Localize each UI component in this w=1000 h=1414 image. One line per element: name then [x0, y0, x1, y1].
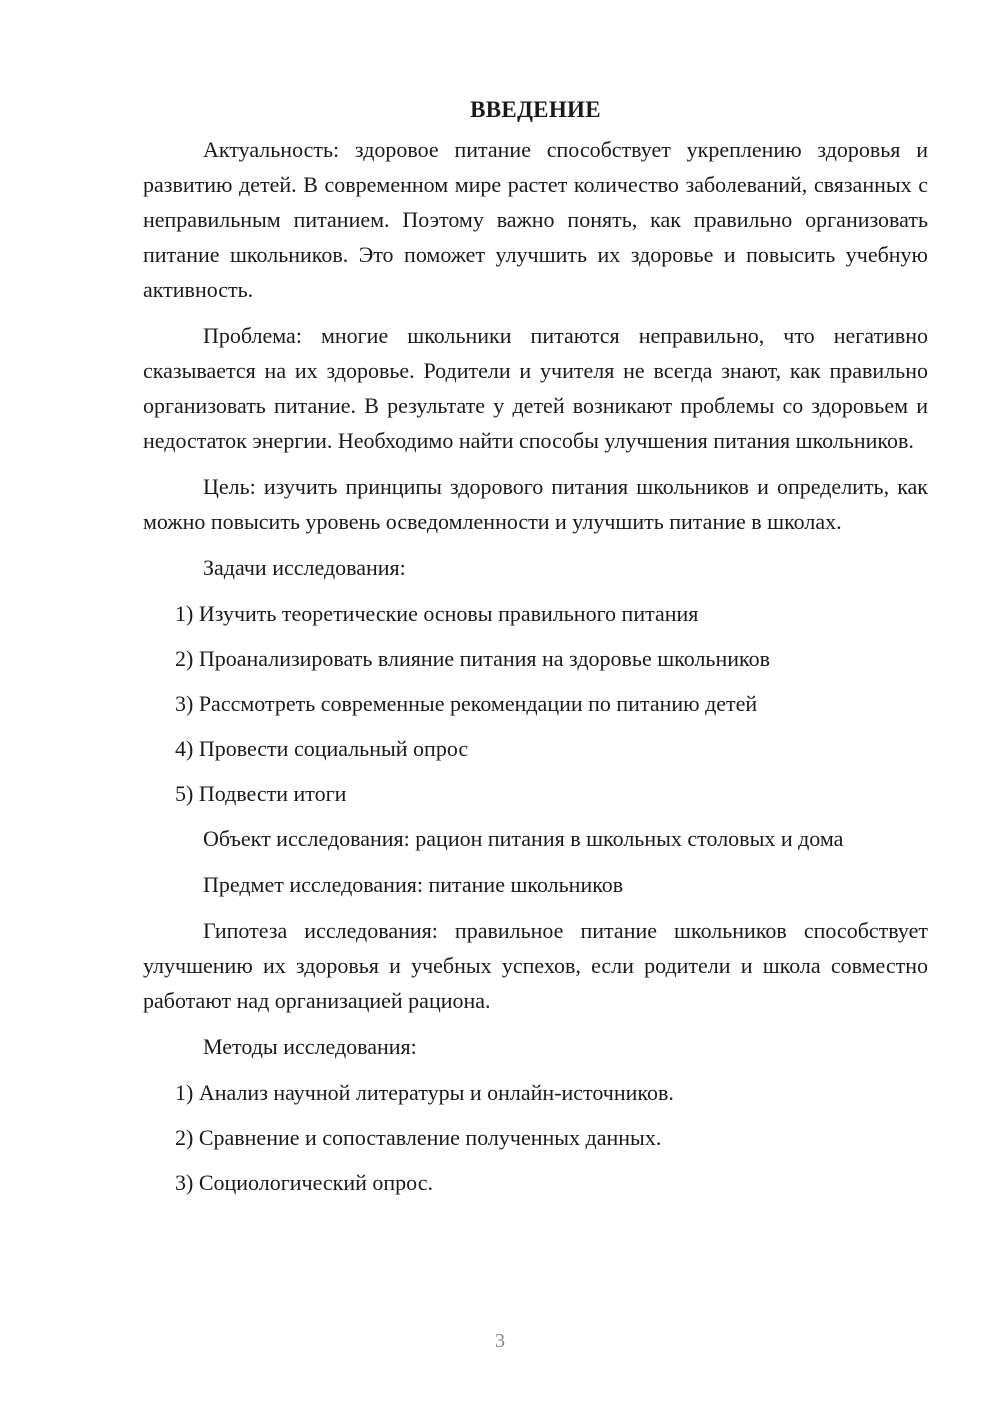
list-item: 3) Социологический опрос. [175, 1170, 433, 1195]
goal-paragraph: Цель: изучить принципы здорового питания школьников и определить, как можно повысить уровень осведомленности и улучшить питание в школах. [143, 474, 928, 534]
tasks-list [143, 596, 928, 811]
hypothesis-paragraph: Гипотеза исследования: правильное питание школьников способствует улучшению их здоровья и учебных успехов, если родители и школа совместно работают над организацией рациона. [143, 918, 928, 1013]
relevance-paragraph: Актуальность: здоровое питание способствует укреплению здоровья и развитию детей. В современном мире растет количество заболеваний, связанных с неправильным питанием. Поэтому важно понять, как правильно организовать питание школьников. Это поможет улучшить их здоровье и повысить учебную активность. [143, 137, 928, 302]
list-item: 5) Подвести итоги [175, 781, 347, 806]
list-item: 1) Анализ научной литературы и онлайн-источников. [175, 1080, 674, 1105]
section-title: ВВЕДЕНИЕ [470, 97, 601, 122]
list-item: 1) Изучить теоретические основы правильного питания [175, 601, 699, 626]
tasks-heading: Задачи исследования: [203, 555, 406, 580]
page-number: 3 [495, 1330, 505, 1352]
list-item: 4) Провести социальный опрос [175, 736, 469, 761]
list-item: 2) Проанализировать влияние питания на здоровье школьников [175, 646, 770, 671]
methods-heading: Методы исследования: [203, 1034, 417, 1059]
document-page [143, 92, 928, 1210]
problem-paragraph: Проблема: многие школьники питаются неправильно, что негативно сказывается на их здоровье. Родители и учителя не всегда знают, как правильно организовать питание. В результате у детей возникают проблемы со здоровьем и недостаток энергии. Необходимо найти способы улучшения питания школьников. [143, 323, 928, 453]
list-item: 3) Рассмотреть современные рекомендации по питанию детей [175, 691, 758, 716]
object-paragraph: Объект исследования: рацион питания в школьных столовых и дома [203, 826, 844, 851]
subject-paragraph: Предмет исследования: питание школьников [203, 872, 624, 897]
list-item: 2) Сравнение и сопоставление полученных данных. [175, 1125, 662, 1150]
methods-list [143, 1075, 928, 1200]
